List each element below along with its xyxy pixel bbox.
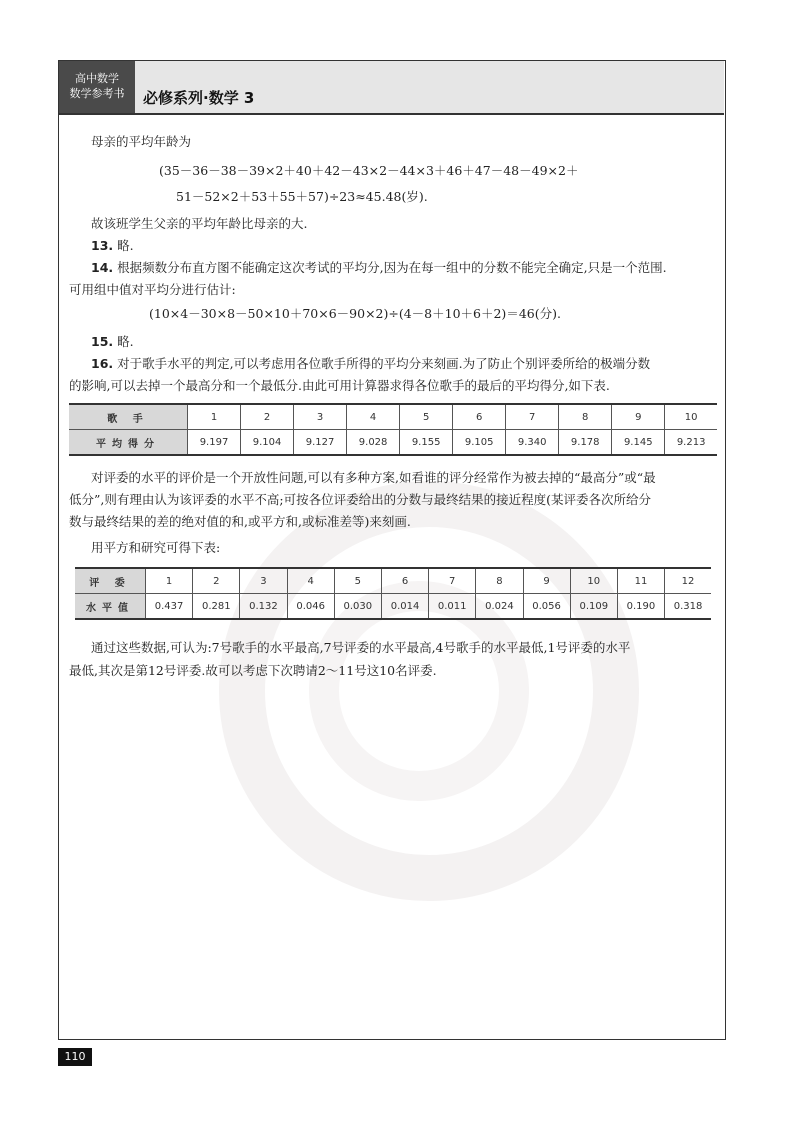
table-cell: 0.011 — [429, 594, 476, 620]
table-cell: 0.281 — [193, 594, 240, 620]
item-text: 对于歌手水平的判定,可以考虑用各位歌手所得的平均分来刻画.为了防止个别评委所给的极端分数 — [117, 356, 651, 371]
table-row — [75, 594, 711, 620]
formula-line: (10×4－30×8－50×10＋70×6－90×2)÷(4－8＋10＋6＋2)＝46(分). — [149, 306, 561, 321]
table-cell: 9.155 — [400, 430, 453, 456]
table-cell: 4 — [287, 568, 334, 594]
table-cell: 0.046 — [287, 594, 334, 620]
table-cell: 2 — [193, 568, 240, 594]
table-cell: 3 — [240, 568, 287, 594]
item-number: 14. — [91, 260, 114, 275]
table-cell: 5 — [400, 404, 453, 430]
row-label: 水平值 — [75, 594, 146, 620]
text-line: 用平方和研究可得下表: — [91, 540, 221, 555]
item-number: 16. — [91, 356, 114, 371]
text-line: 对评委的水平的评价是一个开放性问题,可以有多种方案,如看谁的评分经常作为被去掉的“最高分”或“最 — [91, 470, 656, 485]
row-label: 评 委 — [75, 568, 146, 594]
table-cell: 7 — [506, 404, 559, 430]
table-cell: 9.104 — [241, 430, 294, 456]
table-cell: 4 — [347, 404, 400, 430]
table-cell: 0.030 — [334, 594, 381, 620]
series-title: 必修系列·数学 3 — [143, 89, 255, 107]
table-cell: 10 — [570, 568, 617, 594]
text-line: 可用组中值对平均分进行估计: — [69, 282, 236, 297]
text-line: 的影响,可以去掉一个最高分和一个最低分.由此可用计算器求得各位歌手的最后的平均得分,如下表. — [69, 378, 610, 393]
table-cell: 9 — [612, 404, 665, 430]
table-cell: 1 — [188, 404, 241, 430]
text-line: 故该班学生父亲的平均年龄比母亲的大. — [91, 216, 308, 231]
table-cell: 0.318 — [665, 594, 711, 620]
table-cell: 9.145 — [612, 430, 665, 456]
item-text: 略. — [117, 238, 134, 253]
item-text: 略. — [117, 334, 134, 349]
table-cell: 2 — [241, 404, 294, 430]
table-cell: 9 — [523, 568, 570, 594]
table-cell: 6 — [453, 404, 506, 430]
table-cell: 7 — [429, 568, 476, 594]
table-cell: 5 — [334, 568, 381, 594]
item-14 — [91, 257, 667, 279]
item-16 — [91, 353, 650, 375]
table-cell: 1 — [146, 568, 193, 594]
text-line: 母亲的平均年龄为 — [91, 134, 192, 149]
formula-line: (35－36－38－39×2＋40＋42－43×2－44×3＋46＋47－48－49×2＋ — [159, 163, 579, 178]
table-cell: 0.437 — [146, 594, 193, 620]
table-row — [75, 568, 711, 594]
table-cell: 9.178 — [559, 430, 612, 456]
table-cell: 6 — [381, 568, 428, 594]
badge-line1: 高中数学 — [75, 72, 119, 85]
text-line: 低分”,则有理由认为该评委的水平不高;可按各位评委给出的分数与最终结果的接近程度(某评委各次所给分 — [69, 492, 651, 507]
table-cell: 0.132 — [240, 594, 287, 620]
table-cell: 0.056 — [523, 594, 570, 620]
table-cell: 8 — [476, 568, 523, 594]
judge-level-table — [75, 567, 711, 620]
table-cell: 0.109 — [570, 594, 617, 620]
page-number: 110 — [58, 1048, 92, 1066]
singer-score-table — [69, 403, 717, 456]
row-label: 歌 手 — [69, 404, 188, 430]
table-cell: 9.105 — [453, 430, 506, 456]
text-line: 通过这些数据,可认为:7号歌手的水平最高,7号评委的水平最高,4号歌手的水平最低,1号评委的水平 — [91, 640, 631, 655]
table-cell: 12 — [665, 568, 711, 594]
table-row — [69, 430, 717, 456]
table-cell: 0.014 — [381, 594, 428, 620]
table-cell: 0.024 — [476, 594, 523, 620]
text-line: 最低,其次是第12号评委.故可以考虑下次聘请2～11号这10名评委. — [69, 663, 437, 678]
table-cell: 10 — [665, 404, 717, 430]
item-15 — [91, 331, 134, 353]
table-cell: 9.028 — [347, 430, 400, 456]
item-text: 根据频数分布直方图不能确定这次考试的平均分,因为在每一组中的分数不能完全确定,只是一个范围. — [117, 260, 667, 275]
item-13 — [91, 235, 134, 257]
page-frame — [58, 60, 726, 1040]
item-number: 13. — [91, 238, 114, 253]
table-cell: 9.213 — [665, 430, 717, 456]
table-cell: 8 — [559, 404, 612, 430]
badge-line2: 数学参考书 — [69, 87, 125, 100]
formula-line: 51－52×2＋53＋55＋57)÷23≈45.48(岁). — [176, 189, 428, 204]
table-row — [69, 404, 717, 430]
table-cell: 9.197 — [188, 430, 241, 456]
table-cell: 9.340 — [506, 430, 559, 456]
table-cell: 3 — [294, 404, 347, 430]
page-content — [59, 61, 724, 1036]
table-cell: 11 — [617, 568, 664, 594]
table-cell: 0.190 — [617, 594, 664, 620]
text-line: 数与最终结果的差的绝对值的和,或平方和,或标准差等)来刻画. — [69, 514, 411, 529]
row-label: 平均得分 — [69, 430, 188, 456]
table-cell: 9.127 — [294, 430, 347, 456]
item-number: 15. — [91, 334, 114, 349]
